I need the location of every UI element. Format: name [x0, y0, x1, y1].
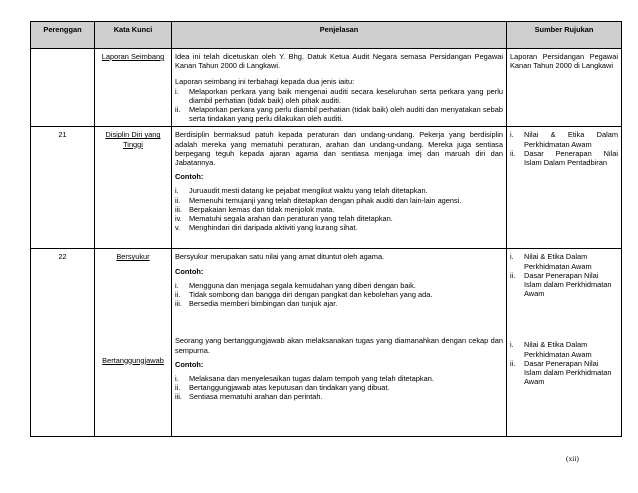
- reference-item: [510, 359, 618, 387]
- description-paragraph: Bersyukur merupakan satu nilai yang amat dituntut oleh agama.: [175, 252, 385, 262]
- paragraph-number: 22: [31, 249, 95, 437]
- list-item-text: Melaporkan perkara yang baik mengenai auditi secara keseluruhan serta perkara yang perlu diambil perhatian (tidak baik) oleh pihak auditi.: [189, 86, 503, 105]
- list-item: [175, 223, 503, 232]
- reference-text: Nilai & Etika Dalam Perkhidmatan Awam: [524, 130, 618, 149]
- example-list: [175, 186, 503, 232]
- reference-cell: [507, 249, 622, 437]
- description-cell: [172, 49, 507, 127]
- list-marker: ii.: [175, 290, 181, 300]
- description-paragraph: Seorang yang bertanggungjawab akan melaksanakan tugas yang diamanahkan dengan cekap dan sempurna.: [175, 336, 503, 355]
- list-item: [175, 205, 503, 214]
- reference-text: Dasar Penerapan Nilai Islam dalam Perkhidmatan Awam: [524, 270, 612, 299]
- list-item-text: Mematuhi segala arahan dan peraturan yang telah ditetapkan.: [189, 214, 393, 224]
- keyword-disiplin-diri: Disiplin Diri yang Tinggi: [105, 130, 161, 149]
- example-list: [175, 281, 503, 309]
- reference-item: [510, 271, 618, 299]
- reference-cell: [507, 127, 622, 249]
- list-marker: v.: [175, 223, 181, 233]
- list-item-text: Melaporkan perkara yang perlu diambil perhatian (tidak baik) oleh auditi dan menyatakan sebab serta tindakan yang perlu dilakukan oleh auditi.: [189, 105, 503, 124]
- list-marker: iv.: [175, 214, 182, 224]
- list-item-text: Bertanggungjawab atas keputusan dan tindakan yang dibuat.: [189, 383, 390, 393]
- description-paragraph: Laporan seimbang ini terbahagi kepada dua jenis iaitu:: [175, 77, 355, 87]
- list-item-text: Memenuhi temujanji yang telah ditetapkan dengan pihak auditi dan lain-lain agensi.: [189, 195, 462, 205]
- list-item: [175, 196, 503, 205]
- reference-text: Laporan Persidangan Pegawai Kanan Tahun 2000 di Langkawi: [510, 52, 618, 71]
- header-sumber-rujukan: Sumber Rujukan: [507, 22, 622, 49]
- reference-marker: i.: [510, 252, 514, 262]
- header-penjelasan: Penjelasan: [172, 22, 507, 49]
- page-number: (xii): [566, 454, 579, 463]
- reference-cell: [507, 49, 622, 127]
- table-row: [31, 249, 622, 437]
- header-perenggan: Perenggan: [31, 22, 95, 49]
- list-marker: i.: [175, 374, 179, 384]
- list-item-text: Menghindari diri daripada aktiviti yang kurang sihat.: [189, 223, 358, 233]
- table-row: [31, 49, 622, 127]
- contoh-label: Contoh:: [175, 359, 204, 369]
- list-item: [175, 87, 503, 105]
- list-item-text: Sentiasa mematuhi arahan dan perintah.: [189, 392, 323, 402]
- reference-list: [510, 340, 618, 386]
- reference-item: [510, 149, 618, 167]
- table-header-row: [31, 22, 622, 49]
- reference-text: Nilai & Etika Dalam Perkhidmatan Awam: [524, 340, 592, 359]
- list-item: [175, 290, 503, 299]
- list-marker: i.: [175, 280, 179, 290]
- keyword-cell: [95, 249, 172, 437]
- reference-item: [510, 252, 618, 270]
- list-item: [175, 392, 503, 401]
- reference-list: [510, 252, 618, 298]
- values-table: [30, 21, 622, 437]
- keyword-laporan-seimbang: Laporan Seimbang: [101, 52, 165, 61]
- list-item: [175, 281, 503, 290]
- reference-marker: i.: [510, 340, 514, 350]
- reference-text: Dasar Penerapan Nilai Islam Dalam Pentadbiran: [524, 148, 618, 168]
- table-row: [31, 127, 622, 249]
- list-item-text: Juruaudit mesti datang ke pejabat mengikut waktu yang telah ditetapkan.: [189, 186, 428, 196]
- description-paragraph: Berdisiplin bermaksud patuh kepada peraturan dan undang-undang. Pekerja yang berdisiplin adalah mereka yang mematuhi peraturan, arahan dan undang-undang. Mereka juga sentiasa berpegang teguh kepada ajaran agama dan sentiasa menjaga imej dan maruah diri dan Jabatannya.: [175, 130, 503, 168]
- reference-text: Dasar Penerapan Nilai Islam dalam Perkhidmatan Awam: [524, 358, 612, 387]
- list-item-text: Berpakaian kemas dan tidak menjolok mata.: [189, 204, 335, 214]
- reference-marker: ii.: [510, 148, 516, 158]
- list-item: [175, 374, 503, 383]
- keyword-cell: [95, 49, 172, 127]
- reference-marker: ii.: [510, 270, 516, 280]
- list-item: [175, 299, 503, 308]
- paragraph-number: 21: [31, 127, 95, 249]
- list-item: [175, 383, 503, 392]
- list-marker: ii.: [175, 105, 181, 115]
- keyword-bersyukur: Bersyukur: [116, 252, 150, 262]
- header-kata-kunci: Kata Kunci: [95, 22, 172, 49]
- list-marker: i.: [175, 186, 179, 196]
- description-cell: [172, 127, 507, 249]
- contoh-label: Contoh:: [175, 172, 204, 182]
- keyword-cell: [95, 127, 172, 249]
- list-item: [175, 105, 503, 123]
- list-marker: iii.: [175, 299, 182, 309]
- reference-marker: i.: [510, 130, 514, 140]
- reference-marker: ii.: [510, 358, 516, 368]
- reference-item: [510, 340, 618, 358]
- reference-text: Nilai & Etika Dalam Perkhidmatan Awam: [524, 252, 592, 271]
- list-item-text: Mengguna dan menjaga segala kemudahan yang diberi dengan baik.: [189, 280, 416, 290]
- list-marker: ii.: [175, 195, 181, 205]
- reference-item: [510, 130, 618, 148]
- list-item-text: Bersedia memberi bimbingan dan tunjuk ajar.: [189, 299, 338, 309]
- description-cell: [172, 249, 507, 437]
- description-paragraph: Idea ini telah dicetuskan oleh Y. Bhg. Datuk Ketua Audit Negara semasa Persidangan Pegawai Kanan Tahun 2000 di Langkawi.: [175, 52, 503, 71]
- list-item-text: Melaksana dan menyelesaikan tugas dalam tempoh yang telah ditetapkan.: [189, 374, 434, 384]
- list-marker: ii.: [175, 383, 181, 393]
- list-item: [175, 186, 503, 195]
- contoh-label: Contoh:: [175, 266, 204, 276]
- description-list: [175, 87, 503, 124]
- list-marker: i.: [175, 86, 179, 96]
- paragraph-number: [31, 49, 95, 127]
- example-list: [175, 374, 503, 402]
- list-marker: iii.: [175, 204, 182, 214]
- list-item: [175, 214, 503, 223]
- keyword-bertanggungjawab: Bertanggungjawab: [102, 355, 164, 365]
- list-marker: iii.: [175, 392, 182, 402]
- reference-list: [510, 130, 618, 167]
- list-item-text: Tidak sombong dan bangga diri dengan pangkat dan kebolehan yang ada.: [189, 290, 433, 300]
